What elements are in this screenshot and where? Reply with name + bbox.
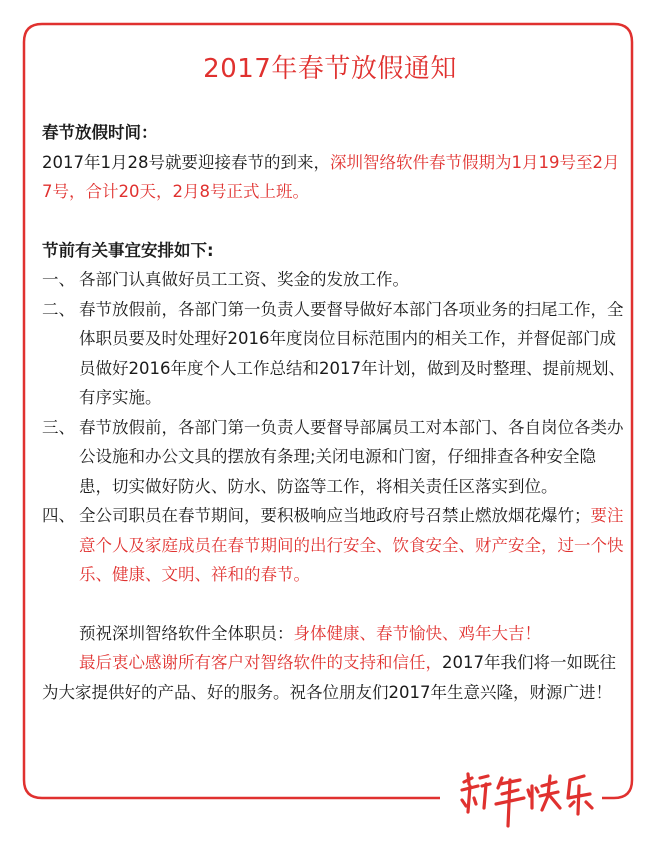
closing-text: 2017年我们将一如既往为大家提供好的产品、好的服务。祝各位朋友们2017年生意兴隆，财源广进！ bbox=[42, 653, 616, 702]
arrangement-item bbox=[42, 413, 626, 502]
arrangement-item bbox=[42, 501, 626, 590]
holiday-time-intro: 2017年1月28号就要迎接春节的到来， bbox=[42, 152, 330, 172]
notice-title: 2017年春节放假通知 bbox=[203, 54, 457, 84]
holiday-period: 深圳智络软件春节假期为1月19号至2月7号，合计20天，2月8号正式上班。 bbox=[42, 152, 620, 201]
item-text: 各部门认真做好员工工资、奖金的发放工作。 bbox=[79, 270, 409, 289]
wishes-intro: 预祝深圳智络软件全体职员： bbox=[79, 623, 294, 643]
arrangement-item bbox=[42, 265, 626, 295]
item-number: 二、 bbox=[42, 299, 75, 319]
wishes-text: 身体健康、春节愉快、鸡年大吉！ bbox=[293, 623, 541, 643]
arrangement-item bbox=[42, 295, 626, 413]
holiday-time-heading: 春节放假时间： bbox=[42, 123, 158, 142]
item-number: 四、 bbox=[42, 506, 75, 525]
item-text-plain: 全公司职员在春节期间，要积极响应当地政府号召禁止燃放烟花爆竹； bbox=[79, 506, 591, 525]
item-text: 春节放假前，各部门第一负责人要督导部属员工对本部门、各自岗位各类办公设施和办公文具的摆放有条理;关闭电源和门窗，仔细排查各种安全隐患，切实做好防火、防水、防盗等工作，将相关责任区落实到位。 bbox=[79, 417, 624, 496]
new-year-signature bbox=[458, 768, 598, 836]
thanks-paragraph bbox=[42, 648, 626, 707]
wishes-line bbox=[42, 619, 626, 649]
holiday-time-text bbox=[42, 148, 626, 207]
thanks-text: 最后衷心感谢所有客户对智络软件的支持和信任， bbox=[79, 653, 442, 672]
arrangements-heading: 节前有关事宜安排如下: bbox=[42, 240, 214, 260]
notice-body bbox=[42, 118, 626, 707]
item-text bbox=[79, 501, 626, 590]
safety-reminder: 要注意个人及家庭成员在春节期间的出行安全、饮食安全、财产安全，过一个快乐、健康、文明、祥和的春节。 bbox=[79, 506, 624, 584]
item-number: 三、 bbox=[42, 417, 75, 437]
item-number: 一、 bbox=[42, 270, 75, 289]
item-text: 春节放假前，各部门第一负责人要督导做好本部门各项业务的扫尾工作，全体职员要及时处理好2016年度岗位目标范围内的相关工作，并督促部门成员做好2016年度个人工作总结和2017年计划，做到及时整理、提前规划、有序实施。 bbox=[79, 299, 625, 407]
